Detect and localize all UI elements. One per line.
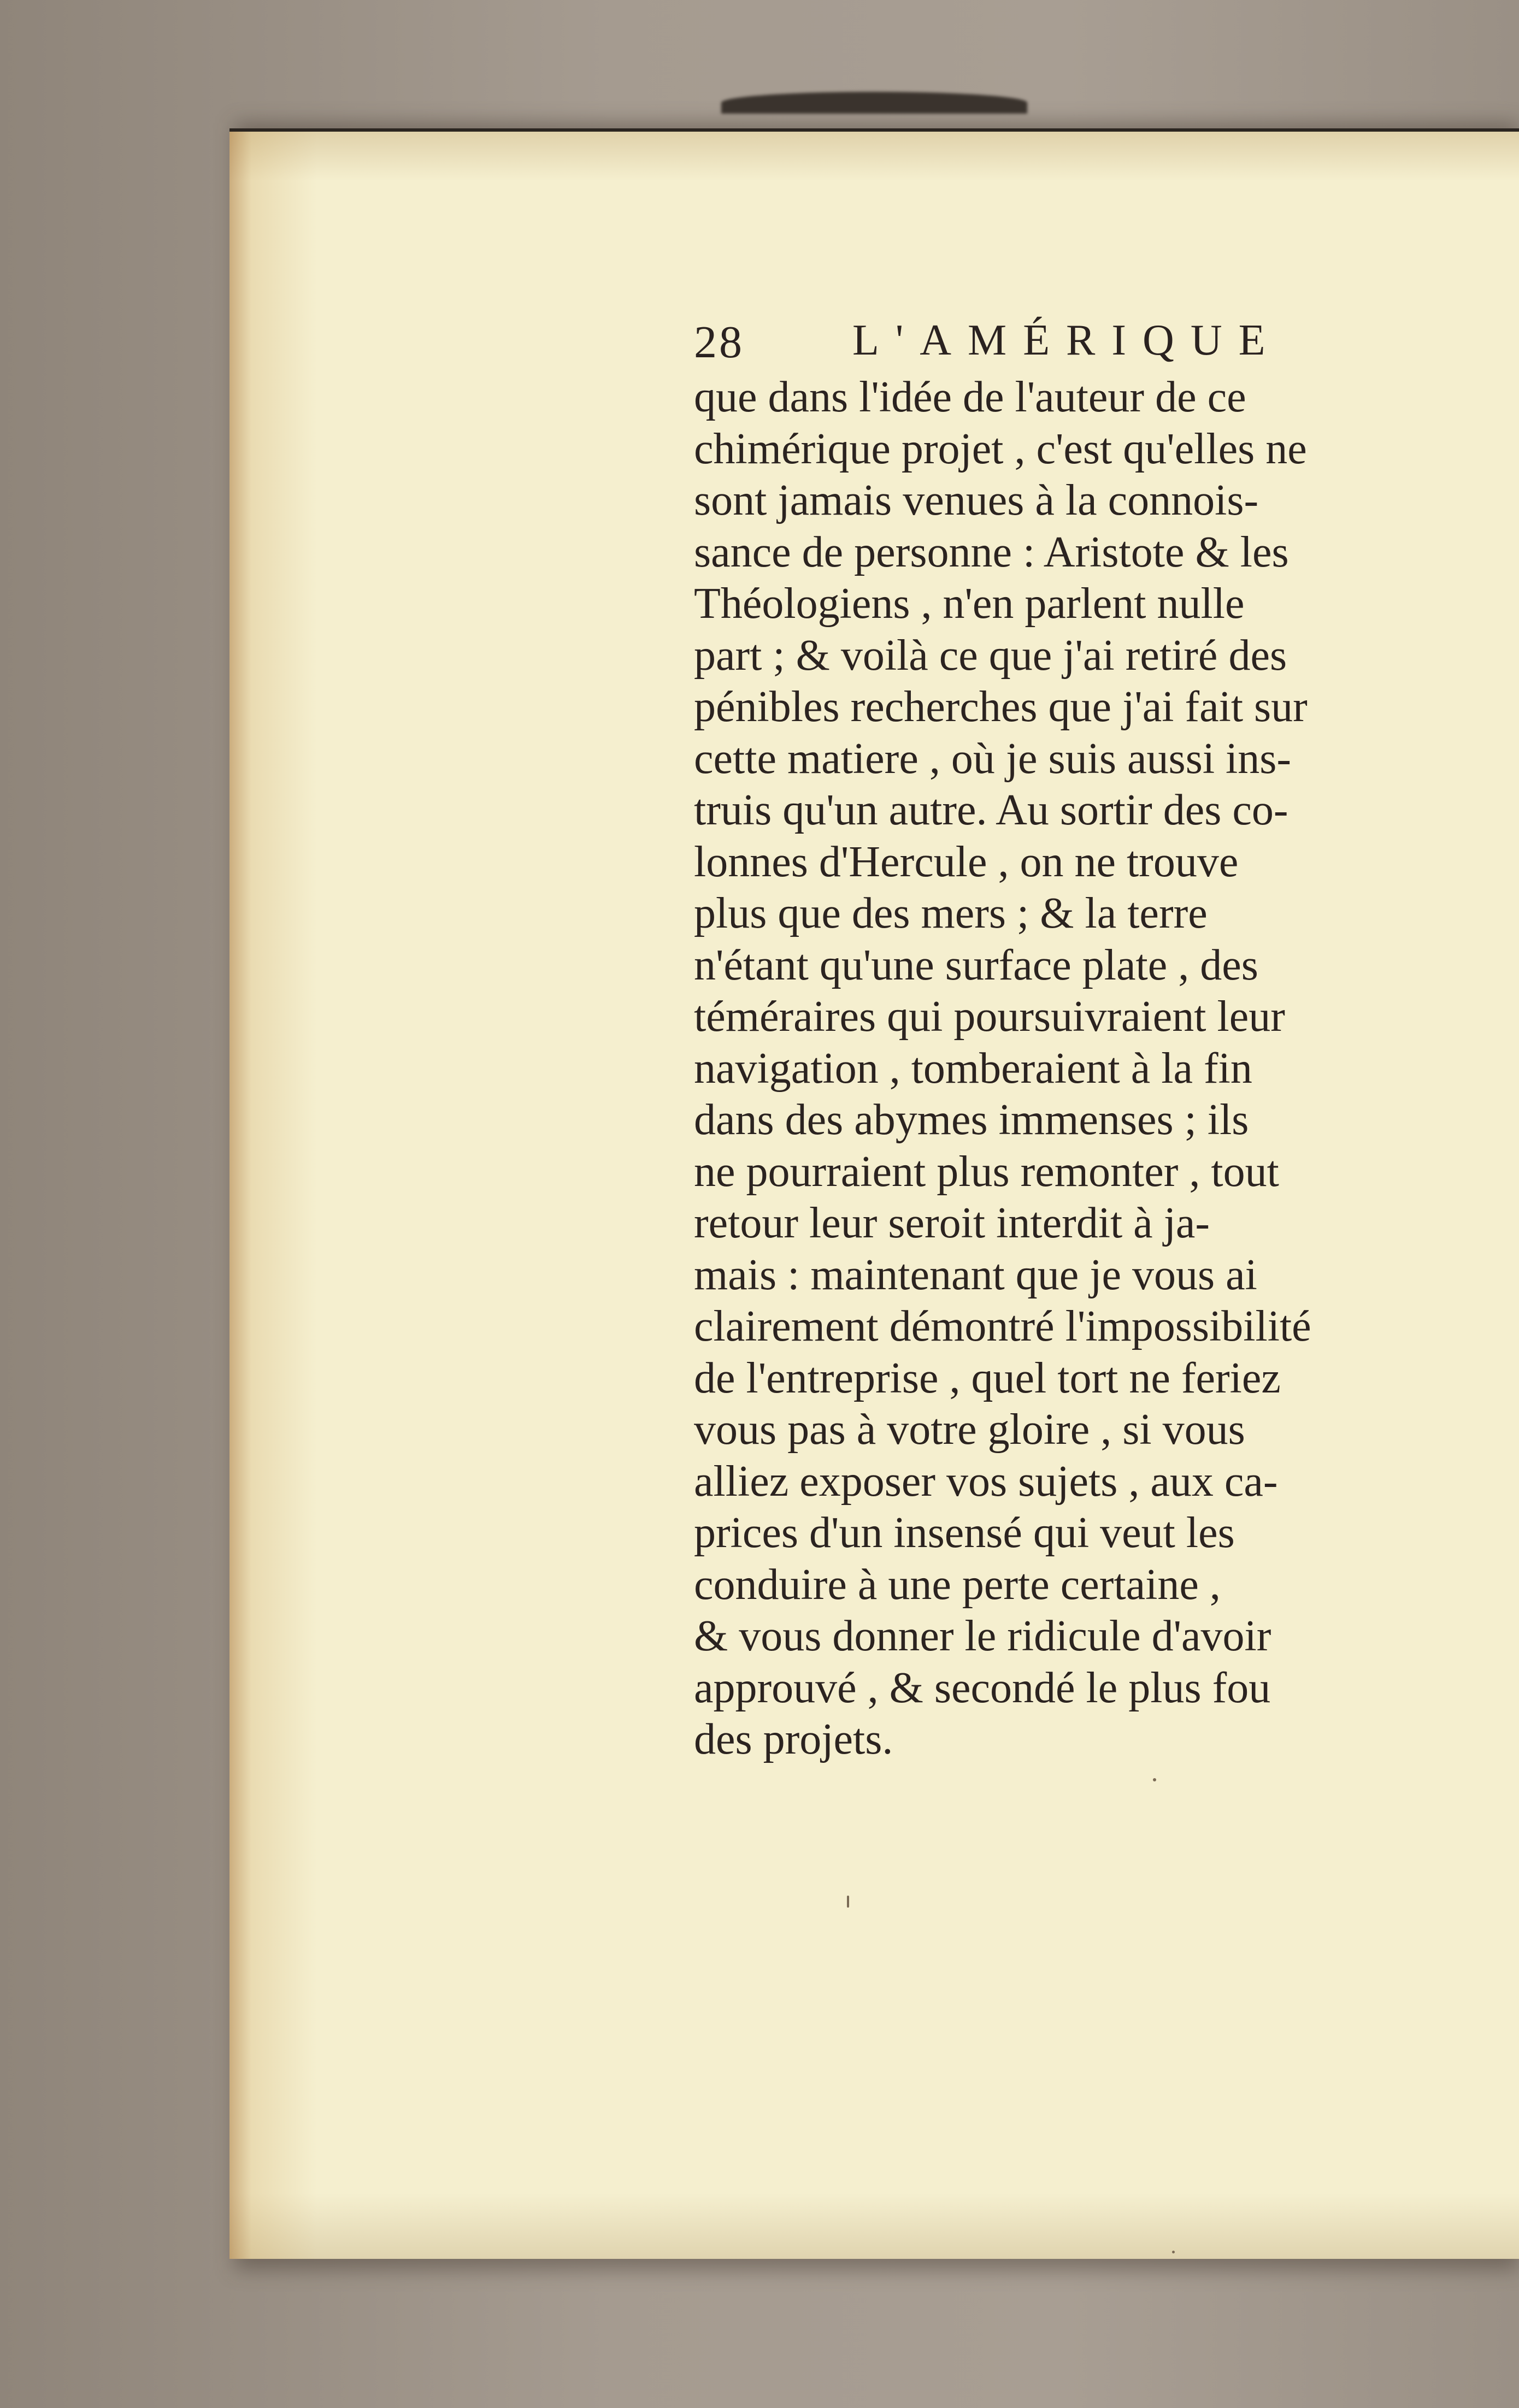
text-line: navigation , tomberaient à la fin [694,1044,1252,1093]
page-top-edge [721,92,1027,114]
text-line: des projets. [694,1715,893,1763]
text-line: retour leur seroit interdit à ja- [694,1199,1210,1247]
text-line: alliez exposer vos sujets , aux ca- [694,1457,1278,1506]
text-line: clairement démontré l'impossibilité [694,1302,1311,1350]
text-line: sance de personne : Aristote & les [694,528,1289,576]
text-line: plus que des mers ; & la terre [694,889,1208,937]
text-line: conduire à une perte certaine , [694,1560,1221,1609]
text-line: de l'entreprise , quel tort ne feriez [694,1354,1281,1402]
paper-speck [1153,1778,1156,1781]
text-line: ne pourraient plus remonter , tout [694,1147,1279,1196]
text-line: vous pas à votre gloire , si vous [694,1406,1245,1454]
text-line: chimérique projet , c'est qu'elles ne [694,424,1307,473]
text-line: lonnes d'Hercule , on ne trouve [694,837,1239,886]
text-line: dans des abymes immenses ; ils [694,1096,1249,1144]
text-line: part ; & voilà ce que j'ai retiré des [694,631,1287,680]
page-number: 28 [694,317,744,368]
text-line: Théologiens , n'en parlent nulle [694,580,1245,628]
text-line: cette matiere , où je suis aussi ins- [694,734,1292,783]
text-line: mais : maintenant que je vous ai [694,1250,1257,1299]
paper-speck [1172,2251,1175,2253]
text-line: sont jamais venues à la connois- [694,476,1259,524]
running-title: L'AMÉRIQUE [852,316,1282,364]
running-head [694,306,1371,377]
text-line: n'étant qu'une surface plate , des [694,941,1258,989]
text-line: prices d'un insensé qui veut les [694,1509,1235,1557]
paper-speck [847,1896,849,1908]
text-line: téméraires qui poursuivraient leur [694,993,1285,1041]
text-line: truis qu'un autre. Au sortir des co- [694,786,1288,834]
text-line: & vous donner le ridicule d'avoir [694,1612,1271,1660]
text-line: que dans l'idée de l'auteur de ce [694,373,1246,421]
text-line: approuvé , & secondé le plus fou [694,1663,1271,1712]
text-line: pénibles recherches que j'ai fait sur [694,683,1308,731]
body-text [694,371,1459,1766]
